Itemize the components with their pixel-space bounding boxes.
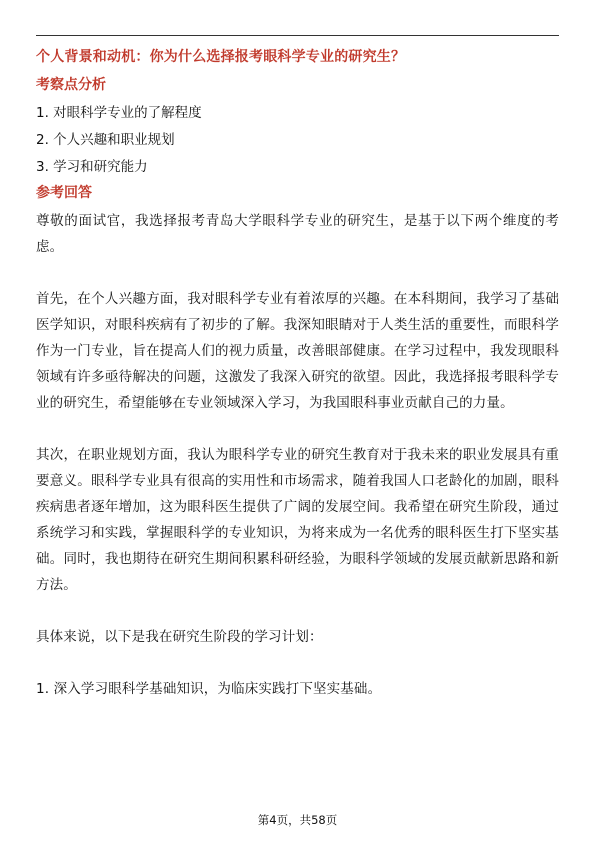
answer-intro-paragraph: 尊敬的面试官，我选择报考青岛大学眼科学专业的研究生，是基于以下两个维度的考虑。	[36, 213, 559, 255]
analysis-item: 3. 学习和研究能力	[36, 159, 148, 175]
career-paragraph: 其次，在职业规划方面，我认为眼科学专业的研究生教育对于我未来的职业发展具有重要意义。眼科学专业具有很高的实用性和市场需求，随着我国人口老龄化的加剧，眼科疾病患者逐年增加，这为眼科医生提供了广阔的发展空间。我希望在研究生阶段，通过系统学习和实践，掌握眼科学的专业知识，为将来成为一名优秀的眼科医生打下坚实基础。同时，我也期待在研究生期间积累科研经验，为眼科学领域的发展贡献新思路和新方法。	[36, 447, 559, 593]
analysis-heading: 考察点分析	[36, 77, 106, 93]
page-number: 第4页，共58页	[257, 813, 338, 827]
header-rule	[36, 35, 559, 36]
paragraph-spacer	[36, 650, 559, 676]
study-plan-intro: 具体来说，以下是我在研究生阶段的学习计划：	[36, 629, 323, 645]
paragraph-spacer	[36, 260, 559, 286]
interview-question: 个人背景和动机：你为什么选择报考眼科学专业的研究生？	[36, 49, 406, 65]
analysis-item: 2. 个人兴趣和职业规划	[36, 132, 175, 148]
analysis-item: 1. 对眼科学专业的了解程度	[36, 105, 202, 121]
page-content	[36, 46, 559, 702]
paragraph-spacer	[36, 416, 559, 442]
analysis-list	[36, 100, 559, 181]
paragraph-spacer	[36, 598, 559, 624]
interest-paragraph: 首先，在个人兴趣方面，我对眼科学专业有着浓厚的兴趣。在本科期间，我学习了基础医学知识，对眼科疾病有了初步的了解。我深知眼睛对于人类生活的重要性，而眼科学作为一门专业，旨在提高人们的视力质量，改善眼部健康。在学习过程中，我发现眼科领域有许多亟待解决的问题，这激发了我深入研究的欲望。因此，我选择报考眼科学专业的研究生，希望能够在专业领域深入学习，为我国眼科事业贡献自己的力量。	[36, 291, 559, 411]
study-plan-item: 1. 深入学习眼科学基础知识，为临床实践打下坚实基础。	[36, 681, 382, 697]
answer-heading: 参考回答	[36, 185, 92, 201]
